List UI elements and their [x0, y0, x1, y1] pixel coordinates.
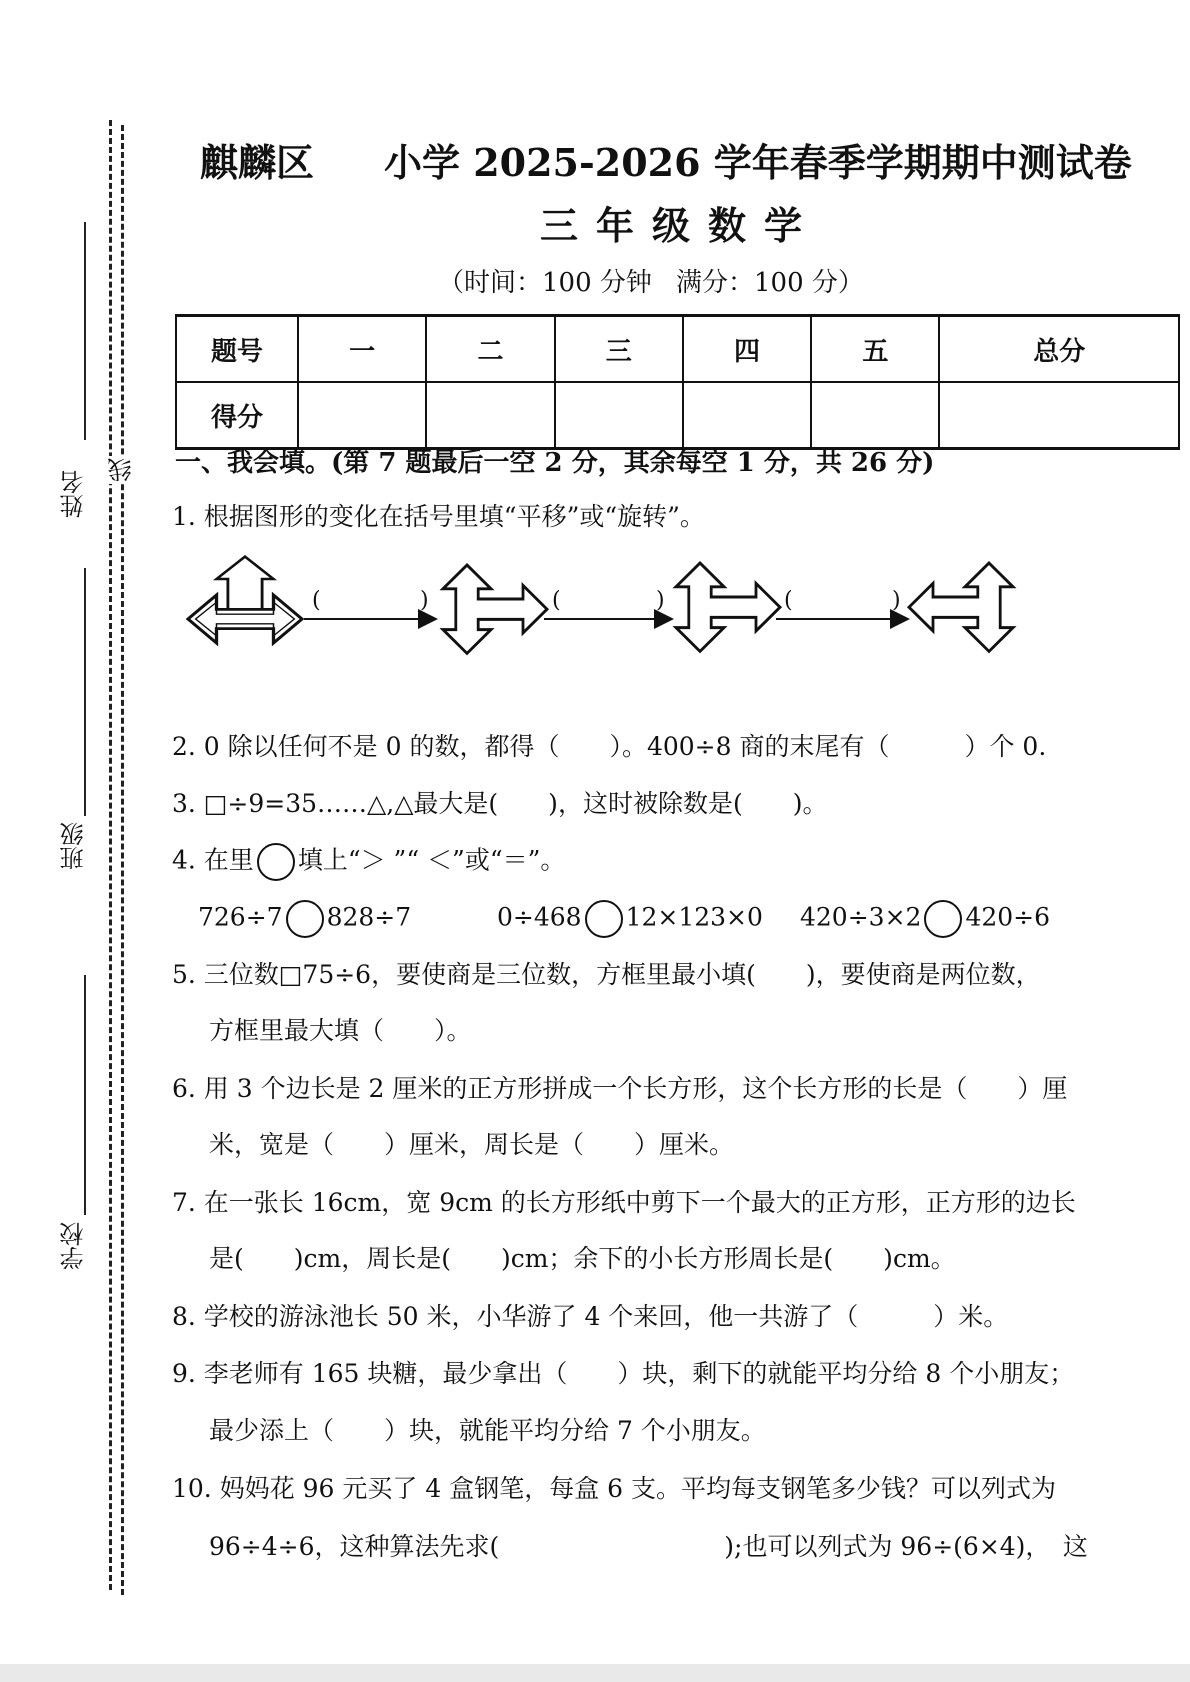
paren-close: ): [420, 588, 429, 613]
compare-circle-icon: [257, 843, 295, 881]
compare-expression-3: [800, 900, 1050, 938]
compare-expression-2: [497, 900, 763, 938]
question-4: [172, 843, 565, 881]
arrow-shape-2: [443, 565, 547, 653]
question-10-line-1: 10. 妈妈花 96 元买了 4 盒钢笔，每盒 6 支。平均每支钢笔多少钱？可以列式为: [172, 1474, 1057, 1503]
paren-close: ): [892, 588, 901, 613]
question-7-line-2: 是( )cm，周长是( )cm；余下的小长方形周长是( )cm。: [209, 1244, 956, 1273]
score-header-cell: 总分: [939, 316, 1179, 383]
score-header-cell: 四: [683, 316, 811, 383]
district-name: 麒麟区: [200, 140, 315, 185]
compare-blank-circle[interactable]: [585, 900, 623, 938]
question-6-line-1: 6. 用 3 个边长是 2 厘米的正方形拼成一个长方形，这个长方形的长是（ ）厘: [172, 1074, 1068, 1103]
paren-open: (: [784, 588, 793, 613]
question-6-line-2: 米，宽是（ ）厘米，周长是（ ）厘米。: [209, 1130, 735, 1159]
line-label: 线: [104, 456, 139, 484]
name-label: 姓名: [60, 470, 88, 518]
question-4-text-b: 填上“＞ ”“ ＜”或“＝”。: [297, 845, 566, 875]
school-label: 学校: [60, 1222, 88, 1270]
paren-close: ): [656, 588, 665, 613]
transformation-figures: [180, 555, 1030, 660]
score-header-cell: 题号: [176, 316, 298, 383]
question-4-text-a: 4. 在里: [172, 845, 254, 875]
binding-dashed-line-right: [121, 125, 124, 1595]
score-input-cell[interactable]: [555, 382, 683, 449]
score-input-cell[interactable]: [426, 382, 554, 449]
name-write-line: [84, 222, 86, 440]
question-9-line-1: 9. 李老师有 165 块糖，最少拿出（ ）块，剩下的就能平均分给 8 个小朋友；: [172, 1359, 1075, 1388]
question-10-line-2: 96÷4÷6，这种算法先求( );也可以列式为 96÷(6×4)， 这: [209, 1532, 1088, 1561]
expr-left: 0÷468: [497, 902, 582, 932]
score-input-cell[interactable]: [298, 382, 426, 449]
page-bottom-shadow: [0, 1664, 1190, 1682]
exam-time: （时间：100 分钟: [438, 268, 652, 298]
score-input-cell[interactable]: [683, 382, 811, 449]
expr-right: 420÷6: [965, 902, 1051, 932]
score-table: [175, 314, 1180, 450]
binding-dashed-line-left: [109, 120, 112, 1590]
exam-title: 小学 2025-2026 学年春季学期期中测试卷: [384, 140, 1132, 185]
arrow-shape-4: [909, 563, 1013, 651]
compare-blank-circle[interactable]: [924, 900, 962, 938]
score-row-label: 得分: [176, 382, 298, 449]
score-header-cell: 五: [811, 316, 939, 383]
class-write-line: [84, 568, 86, 816]
expr-left: 420÷3×2: [800, 902, 922, 932]
question-8: 8. 学校的游泳池长 50 米，小华游了 4 个来回，他一共游了（ ）米。: [172, 1302, 1009, 1331]
score-header-cell: 二: [426, 316, 554, 383]
question-1: 1. 根据图形的变化在括号里填“平移”或“旋转”。: [172, 502, 705, 531]
arrow-shape-1: [188, 557, 302, 643]
score-input-cell[interactable]: [939, 382, 1179, 449]
paren-open: (: [312, 588, 321, 613]
question-5-line-2: 方框里最大填（ ）。: [209, 1016, 472, 1045]
score-input-cell[interactable]: [811, 382, 939, 449]
exam-subtitle: 三年级数学: [540, 203, 821, 248]
exam-full-score: 满分：100 分）: [676, 268, 864, 298]
score-table-score-row: [176, 382, 1179, 449]
paren-open: (: [552, 588, 561, 613]
expr-right: 12×123×0: [625, 902, 763, 932]
arrow-shape-3: [676, 563, 780, 651]
section-1-heading: 一、我会填。(第 7 题最后一空 2 分，其余每空 1 分，共 26 分): [175, 448, 935, 478]
question-2: 2. 0 除以任何不是 0 的数，都得（ ）。400÷8 商的末尾有（ ）个 0.: [172, 732, 1047, 761]
score-table-header-row: [176, 316, 1179, 383]
question-3: 3. □÷9=35……△,△最大是( )，这时被除数是( )。: [172, 789, 828, 818]
school-write-line: [84, 975, 86, 1215]
score-header-cell: 一: [298, 316, 426, 383]
score-header-cell: 三: [555, 316, 683, 383]
expr-left: 726÷7: [198, 902, 283, 932]
question-5-line-1: 5. 三位数□75÷6，要使商是三位数，方框里最小填( )，要使商是两位数，: [172, 960, 1041, 989]
question-7-line-1: 7. 在一张长 16cm，宽 9cm 的长方形纸中剪下一个最大的正方形，正方形的边长: [172, 1188, 1076, 1217]
question-9-line-2: 最少添上（ ）块，就能平均分给 7 个小朋友。: [209, 1416, 766, 1445]
compare-blank-circle[interactable]: [286, 900, 324, 938]
expr-right: 828÷7: [326, 902, 412, 932]
compare-expression-1: [198, 900, 411, 938]
class-label: 班级: [60, 822, 88, 870]
